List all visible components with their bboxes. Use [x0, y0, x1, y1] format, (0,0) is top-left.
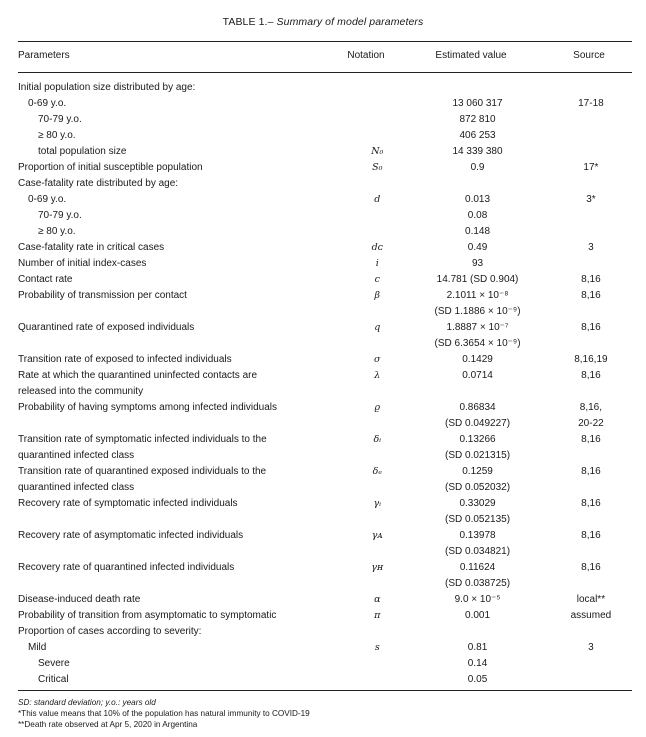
value-cell: 0.11624 — [459, 562, 496, 573]
table-row — [18, 80, 632, 96]
header-row — [18, 47, 632, 65]
table-row — [18, 592, 632, 608]
table-row — [18, 272, 632, 288]
notation-cell: γʜ — [371, 562, 384, 573]
table-row — [18, 480, 632, 496]
source-cell — [550, 112, 632, 128]
notation-cell: α — [374, 594, 381, 605]
parameter-cell: total population size — [38, 146, 127, 157]
value-cell: (SD 6.3654 × 10⁻⁹) — [434, 338, 521, 349]
notation-cell — [349, 512, 405, 528]
value-cell: 93 — [471, 258, 484, 269]
notation-cell — [349, 304, 405, 320]
notation-cell — [349, 448, 405, 464]
parameter-cell: Disease-induced death rate — [18, 594, 141, 605]
value-cell: 0.013 — [465, 194, 491, 205]
note-abbreviations: SD: standard deviation; y.o.: years old — [18, 698, 156, 707]
source-cell — [550, 624, 632, 640]
notation-cell: γᵢ — [373, 498, 382, 509]
value-cell: 0.33029 — [459, 498, 496, 509]
notation-cell — [349, 176, 405, 192]
value-cell — [405, 624, 550, 640]
table-row — [18, 528, 632, 544]
source-cell: assumed — [570, 610, 612, 621]
table-row — [18, 464, 632, 480]
source-cell — [550, 176, 632, 192]
parameter-cell: Recovery rate of asymptomatic infected individuals — [18, 530, 244, 541]
value-cell: 1.8887 × 10⁻⁷ — [446, 322, 509, 333]
notation-cell: π — [374, 610, 381, 621]
table-row — [18, 160, 632, 176]
parameter-cell: ≥ 80 y.o. — [38, 130, 76, 141]
table-row — [18, 320, 632, 336]
notation-cell: dᴄ — [371, 242, 383, 253]
parameter-cell: Critical — [38, 674, 69, 685]
bottom-rule — [18, 690, 632, 691]
notation-cell — [349, 384, 405, 400]
notation-cell — [349, 336, 405, 352]
value-cell: (SD 0.052135) — [445, 514, 511, 525]
notation-cell: i — [375, 258, 379, 269]
notation-cell: c — [374, 274, 380, 285]
parameters-table — [18, 80, 632, 688]
source-cell — [550, 256, 632, 272]
notation-cell — [349, 544, 405, 560]
source-cell — [550, 480, 632, 496]
source-cell — [550, 336, 632, 352]
value-cell: 0.81 — [467, 642, 488, 653]
parameter-cell: Transition rate of quarantined exposed individuals to the — [18, 466, 267, 477]
parameter-cell — [18, 544, 349, 560]
parameter-cell: quarantined infected class — [18, 482, 135, 493]
source-cell: 3 — [588, 642, 594, 653]
value-cell: 0.13266 — [459, 434, 496, 445]
parameter-cell: ≥ 80 y.o. — [38, 226, 76, 237]
value-cell: 2.1011 × 10⁻⁸ — [446, 290, 509, 301]
parameter-cell: Transition rate of exposed to infected individuals — [18, 354, 232, 365]
notation-cell: q — [374, 322, 381, 333]
source-cell: 17-18 — [578, 98, 604, 109]
parameter-cell: 70-79 y.o. — [38, 114, 82, 125]
table-row — [18, 112, 632, 128]
notation-cell: λ — [374, 370, 381, 381]
parameter-cell: Proportion of cases according to severity: — [18, 626, 202, 637]
value-cell: 872 810 — [459, 114, 496, 125]
source-cell — [550, 128, 632, 144]
value-cell: 406 253 — [459, 130, 496, 141]
parameter-cell — [18, 336, 349, 352]
table-header — [18, 47, 632, 65]
table-row — [18, 512, 632, 528]
source-cell: 8,16 — [581, 530, 601, 541]
table-row — [18, 240, 632, 256]
value-cell: (SD 0.052032) — [445, 482, 511, 493]
top-rule — [18, 41, 632, 42]
source-cell — [550, 80, 632, 96]
source-cell — [550, 544, 632, 560]
value-cell: 9.0 × 10⁻⁵ — [454, 594, 501, 605]
notation-cell: ϱ — [374, 402, 381, 413]
value-cell: 0.14 — [467, 658, 488, 669]
source-cell — [550, 208, 632, 224]
notation-cell: β — [374, 290, 381, 301]
notation-cell: σ — [374, 354, 381, 365]
parameter-cell: Proportion of initial susceptible population — [18, 162, 203, 173]
parameter-cell: Probability of transmission per contact — [18, 290, 187, 301]
value-cell: 14.781 (SD 0.904) — [436, 274, 519, 285]
source-cell — [550, 224, 632, 240]
table-row — [18, 208, 632, 224]
notation-cell: δᵢ — [373, 434, 382, 445]
source-cell — [550, 144, 632, 160]
notation-cell — [349, 112, 405, 128]
notation-cell — [349, 224, 405, 240]
table-notes — [18, 697, 632, 730]
table-row — [18, 128, 632, 144]
parameter-cell: 0-69 y.o. — [28, 194, 67, 205]
parameter-cell: Contact rate — [18, 274, 73, 285]
parameter-cell: Quarantined rate of exposed individuals — [18, 322, 195, 333]
parameter-cell: Recovery rate of symptomatic infected individuals — [18, 498, 238, 509]
table-row — [18, 384, 632, 400]
value-cell: (SD 1.1886 × 10⁻⁹) — [434, 306, 521, 317]
table-row — [18, 576, 632, 592]
table-row — [18, 256, 632, 272]
parameter-cell: Initial population size distributed by age: — [18, 82, 196, 93]
source-cell — [550, 512, 632, 528]
table-row — [18, 496, 632, 512]
source-cell — [550, 448, 632, 464]
value-cell: 0.9 — [470, 162, 485, 173]
source-cell: 20-22 — [578, 418, 604, 429]
parameter-cell: Probability of transition from asymptomatic to symptomatic — [18, 610, 277, 621]
table-row — [18, 544, 632, 560]
table-row — [18, 624, 632, 640]
source-cell: 17* — [583, 162, 599, 173]
value-cell: 0.86834 — [459, 402, 496, 413]
notation-cell — [349, 128, 405, 144]
notation-cell: δₑ — [372, 466, 382, 477]
table-row — [18, 560, 632, 576]
parameter-cell — [18, 576, 349, 592]
value-cell: 13 060 317 — [452, 98, 503, 109]
parameter-cell: quarantined infected class — [18, 450, 135, 461]
source-cell — [550, 384, 632, 400]
parameter-cell: Mild — [28, 642, 47, 653]
value-cell: (SD 0.021315) — [445, 450, 511, 461]
table-body — [18, 80, 632, 688]
source-cell: 3 — [588, 242, 594, 253]
table-row — [18, 304, 632, 320]
notation-cell — [349, 576, 405, 592]
value-cell: 0.05 — [467, 674, 488, 685]
source-cell: local** — [576, 594, 606, 605]
notation-cell — [349, 624, 405, 640]
value-cell: (SD 0.038725) — [445, 578, 511, 589]
source-cell: 8,16 — [581, 434, 601, 445]
source-cell: 3* — [586, 194, 596, 205]
source-cell: 8,16 — [581, 498, 601, 509]
notation-cell — [349, 480, 405, 496]
parameter-cell: 0-69 y.o. — [28, 98, 67, 109]
table-row — [18, 656, 632, 672]
value-cell: (SD 0.049227) — [445, 418, 511, 429]
notation-cell — [349, 208, 405, 224]
parameter-cell: Severe — [38, 658, 70, 669]
parameter-cell: Case-fatality rate in critical cases — [18, 242, 165, 253]
value-cell — [405, 80, 550, 96]
value-cell: 0.08 — [467, 210, 488, 221]
value-cell: 0.1259 — [462, 466, 493, 477]
parameter-cell — [18, 512, 349, 528]
table-row — [18, 640, 632, 656]
value-cell: 0.13978 — [459, 530, 496, 541]
source-cell: 8,16, — [579, 402, 603, 413]
notation-cell: γᴀ — [371, 530, 383, 541]
source-cell: 8,16 — [581, 562, 601, 573]
value-cell: 14 339 380 — [452, 146, 503, 157]
notation-cell — [349, 656, 405, 672]
parameter-cell — [18, 304, 349, 320]
table-row — [18, 96, 632, 112]
value-cell: (SD 0.034821) — [445, 546, 511, 557]
parameter-cell: Number of initial index-cases — [18, 258, 147, 269]
source-cell: 8,16 — [581, 290, 601, 301]
source-cell: 8,16 — [581, 466, 601, 477]
source-cell — [550, 672, 632, 688]
note-immunity: *This value means that 10% of the population has natural immunity to COVID-19 — [18, 709, 310, 718]
table-row — [18, 448, 632, 464]
source-cell: 8,16,19 — [574, 354, 608, 365]
table-caption — [0, 16, 646, 28]
value-cell: 0.0714 — [462, 370, 493, 381]
parameter-cell: Probability of having symptoms among infected individuals — [18, 402, 278, 413]
table-row — [18, 176, 632, 192]
notation-cell: N₀ — [371, 146, 384, 157]
source-cell: 8,16 — [581, 274, 601, 285]
value-cell: 0.1429 — [462, 354, 493, 365]
notation-cell: S₀ — [372, 162, 383, 173]
parameter-cell: Rate at which the quarantined uninfected contacts are — [18, 370, 258, 381]
value-cell: 0.49 — [467, 242, 488, 253]
source-cell — [550, 656, 632, 672]
notation-cell — [349, 416, 405, 432]
source-cell: 8,16 — [581, 370, 601, 381]
parameter-cell: 70-79 y.o. — [38, 210, 82, 221]
table-row — [18, 672, 632, 688]
notation-cell — [349, 80, 405, 96]
parameter-cell: Transition rate of symptomatic infected individuals to the — [18, 434, 267, 445]
source-cell — [550, 576, 632, 592]
notation-cell — [349, 96, 405, 112]
table-row — [18, 400, 632, 416]
header-estimated-value: Estimated value — [435, 50, 507, 61]
table-row — [18, 336, 632, 352]
parameter-cell: Case-fatality rate distributed by age: — [18, 178, 179, 189]
table-row — [18, 352, 632, 368]
table-row — [18, 432, 632, 448]
table-row — [18, 224, 632, 240]
parameter-cell — [18, 416, 349, 432]
source-cell — [550, 304, 632, 320]
header-notation: Notation — [347, 50, 385, 61]
caption-label: TABLE 1.– — [222, 16, 274, 28]
table-row — [18, 144, 632, 160]
parameter-cell: Recovery rate of quarantined infected individuals — [18, 562, 235, 573]
table-row — [18, 192, 632, 208]
note-death-rate: **Death rate observed at Apr 5, 2020 in Argentina — [18, 720, 198, 729]
parameter-cell: released into the community — [18, 386, 144, 397]
header-parameters: Parameters — [18, 50, 70, 61]
table-row — [18, 288, 632, 304]
header-rule — [18, 72, 632, 73]
value-cell — [405, 176, 550, 192]
value-cell: 0.001 — [465, 610, 491, 621]
value-cell — [405, 384, 550, 400]
notation-cell — [349, 672, 405, 688]
table-row — [18, 368, 632, 384]
caption-title: Summary of model parameters — [276, 16, 424, 28]
notation-cell: d — [374, 194, 381, 205]
header-source: Source — [573, 50, 605, 61]
source-cell: 8,16 — [581, 322, 601, 333]
notation-cell: s — [374, 642, 380, 653]
table-row — [18, 416, 632, 432]
table-row — [18, 608, 632, 624]
value-cell: 0.148 — [465, 226, 491, 237]
